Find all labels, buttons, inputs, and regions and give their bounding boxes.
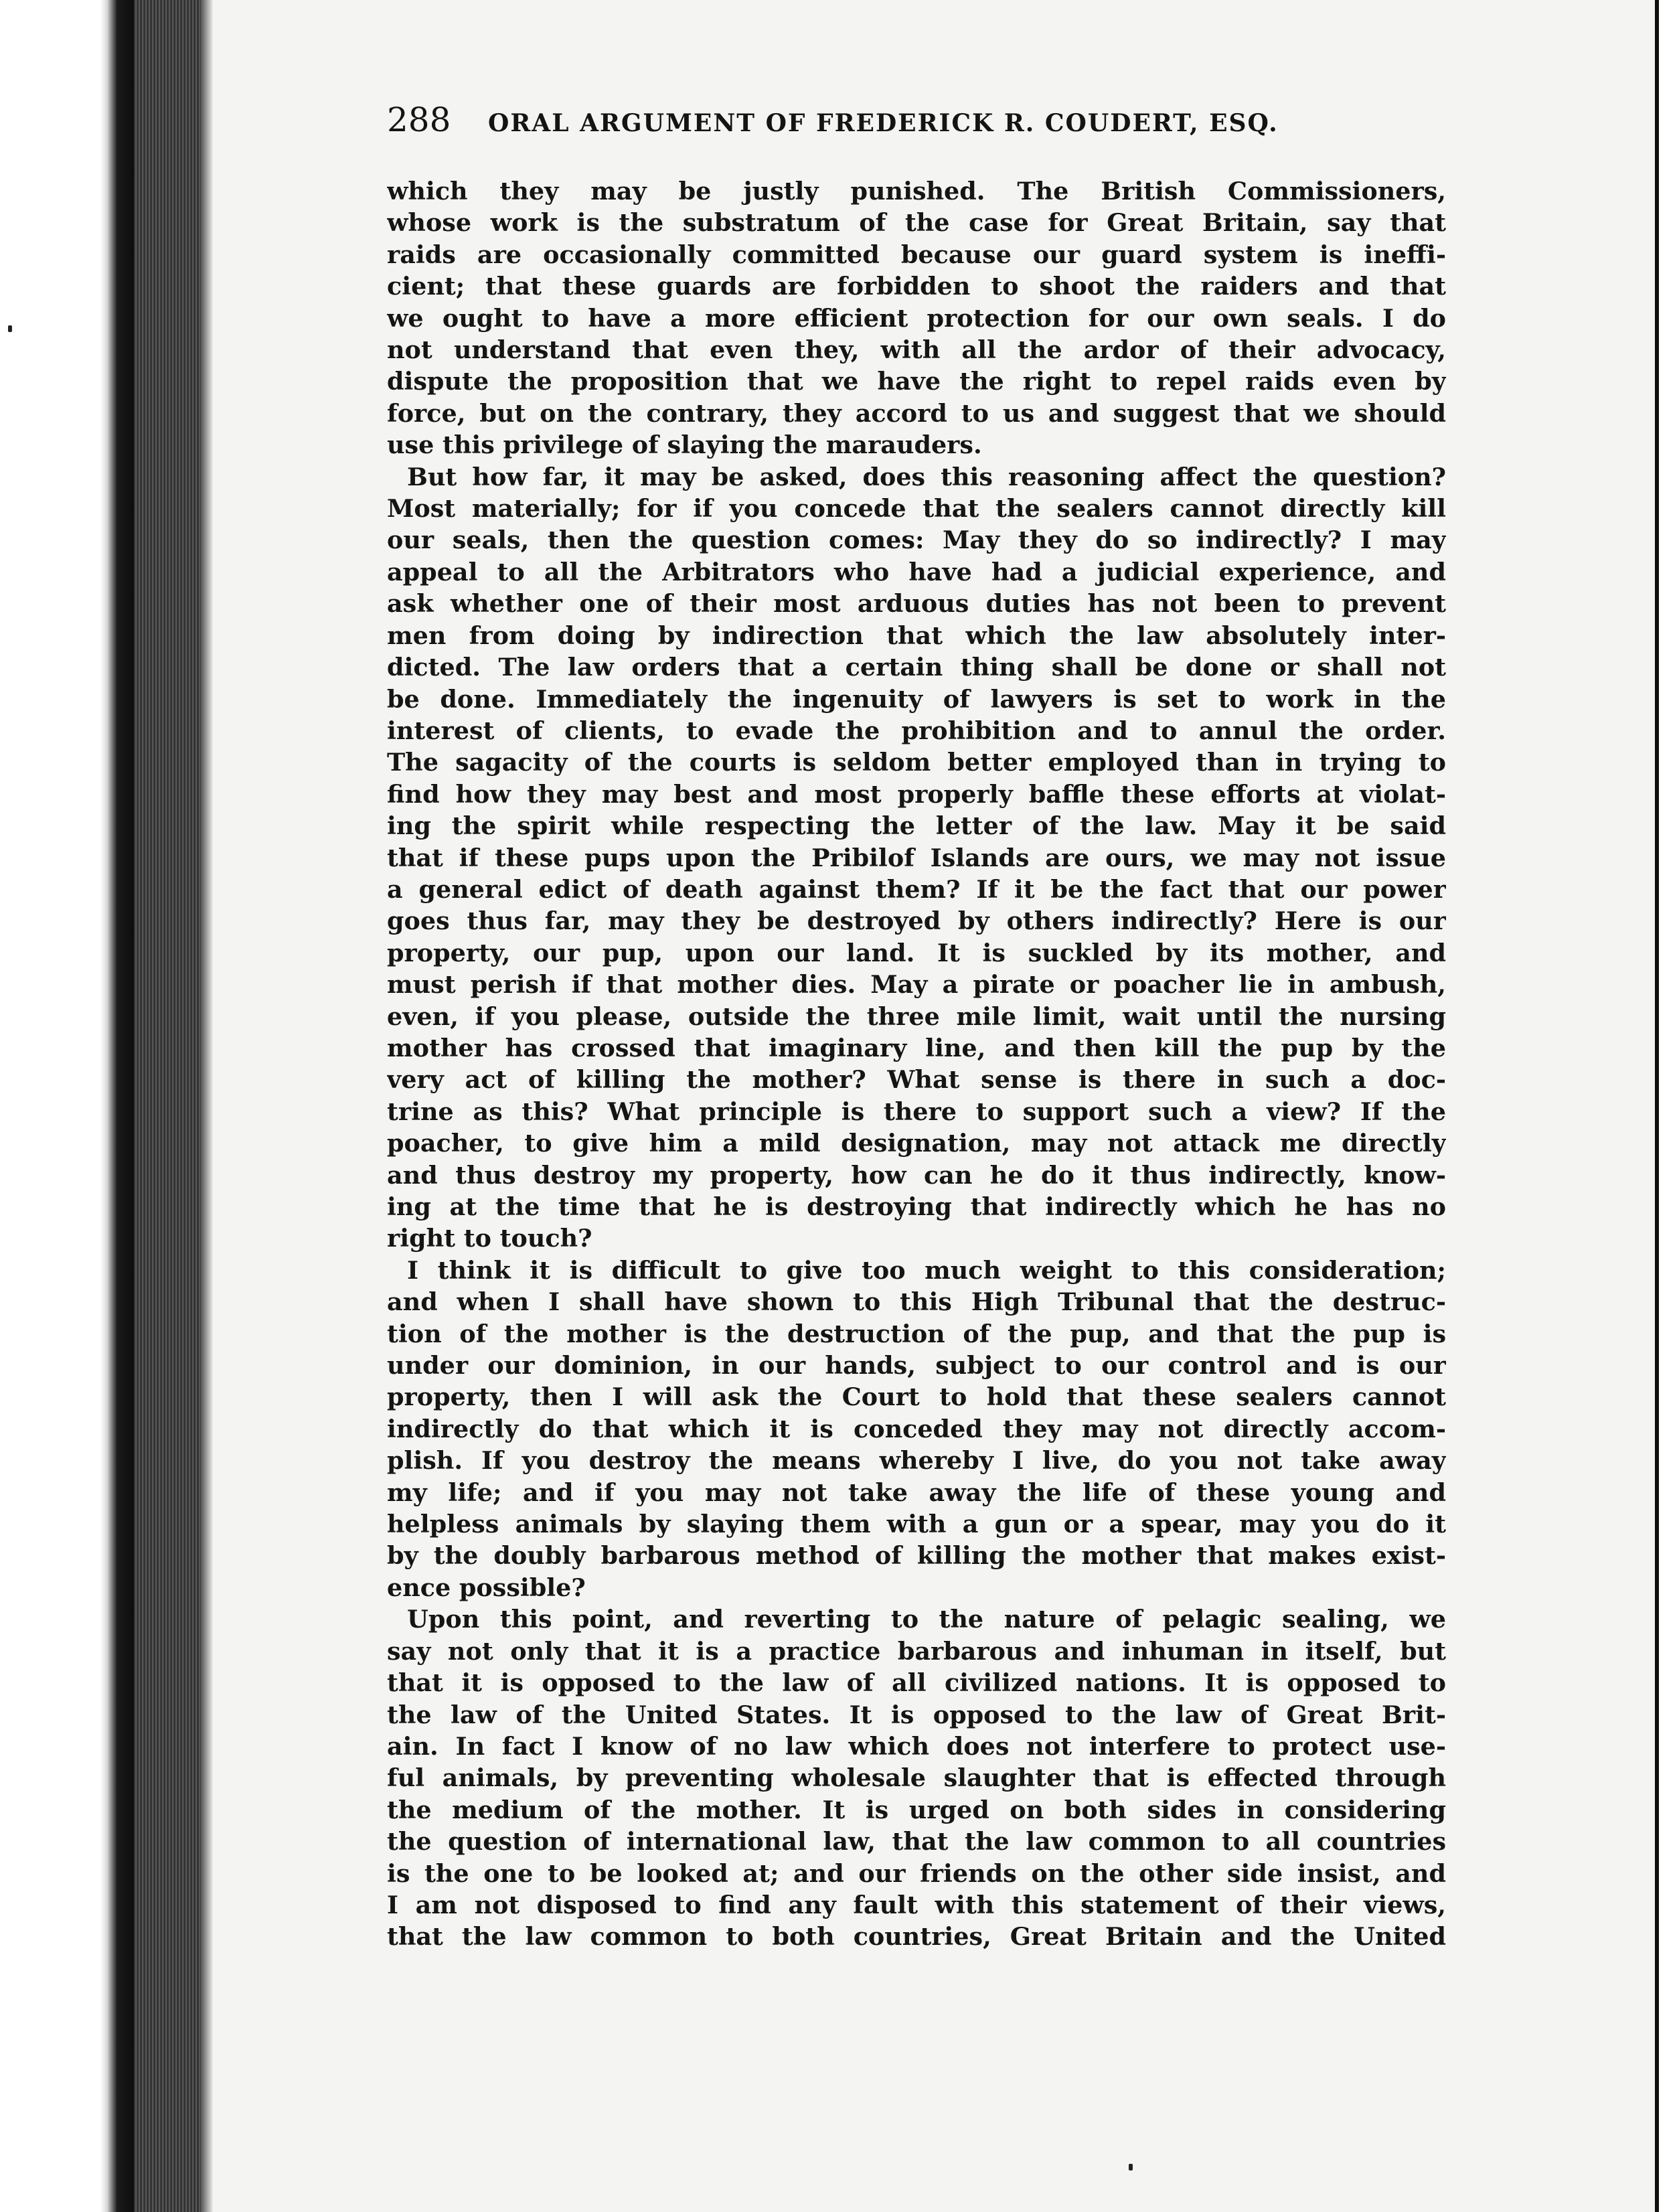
text-line: the law of the United States. It is opposed to the law of Great Brit-	[387, 1700, 1446, 1729]
text-line: property, our pup, upon our land. It is suckled by its mother, and	[387, 938, 1446, 967]
text-line: ain. In fact I know of no law which does not interfere to protect use-	[387, 1731, 1446, 1761]
text-line: and when I shall have shown to this High Tribunal that the destruc-	[387, 1287, 1446, 1317]
text-line: poacher, to give him a mild designation, may not attack me directly	[387, 1129, 1446, 1158]
text-line: I am not disposed to find any fault with this statement of their views,	[387, 1890, 1446, 1919]
text-line: dicted. The law orders that a certain thing shall be done or shall not	[387, 653, 1446, 682]
text-line: But how far, it may be asked, does this reasoning affect the question?	[407, 462, 1446, 491]
text-line: must perish if that mother dies. May a pirate or poacher lie in ambush,	[387, 970, 1446, 1000]
text-line: Most materially; for if you concede that the sealers cannot directly kill	[387, 494, 1446, 524]
text-line: cient; that these guards are forbidden to shoot the raiders and that	[387, 272, 1446, 301]
text-line: find how they may best and most properly baffle these efforts at violat-	[387, 779, 1446, 809]
text-line: ask whether one of their most arduous duties has not been to prevent	[387, 589, 1446, 619]
text-line: we ought to have a more efficient protection for our own seals. I do	[387, 303, 1446, 333]
text-line: right to touch?	[387, 1224, 592, 1253]
text-line: mother has crossed that imaginary line, and then kill the pup by the	[387, 1033, 1446, 1062]
text-line: Upon this point, and reverting to the nature of pelagic sealing, we	[407, 1605, 1446, 1634]
text-line: plish. If you destroy the means whereby I live, do you not take away	[387, 1446, 1446, 1476]
text-line: by the doubly barbarous method of killing the mother that makes exist-	[387, 1541, 1446, 1571]
text-line: interest of clients, to evade the prohibition and to annul the order.	[387, 716, 1446, 745]
text-line: trine as this? What principle is there to support such a view? If the	[387, 1097, 1446, 1126]
text-line: that if these pups upon the Pribilof Islands are ours, we may not issue	[387, 843, 1446, 872]
text-line: ence possible?	[387, 1573, 586, 1602]
text-line: men from doing by indirection that which the law absolutely inter-	[387, 621, 1446, 650]
text-line: is the one to be looked at; and our friends on the other side insist, and	[387, 1859, 1446, 1888]
text-line: our seals, then the question comes: May they do so indirectly? I may	[387, 526, 1446, 555]
text-line: The sagacity of the courts is seldom better employed than in trying to	[387, 748, 1446, 777]
text-line: I think it is difficult to give too much weight to this consideration;	[407, 1255, 1446, 1285]
text-line: be done. Immediately the ingenuity of lawyers is set to work in the	[387, 684, 1446, 714]
text-line: not understand that even they, with all the ardor of their advocacy,	[387, 335, 1446, 365]
text-line: indirectly do that which it is conceded they may not directly accom-	[387, 1414, 1446, 1443]
next-page-edge	[1655, 0, 1679, 2212]
scan-speck	[8, 325, 12, 332]
text-line: tion of the mother is the destruction of the pup, and that the pup is	[387, 1319, 1446, 1348]
text-line: a general edict of death against them? If it be the fact that our power	[387, 874, 1446, 904]
text-line: dispute the proposition that we have the right to repel raids even by	[387, 367, 1446, 396]
text-line: under our dominion, in our hands, subject to our control and is our	[387, 1351, 1446, 1380]
text-line: the question of international law, that the law common to all countries	[387, 1827, 1446, 1856]
text-line: appeal to all the Arbitrators who have had a judicial experience, and	[387, 557, 1446, 586]
text-line: and thus destroy my property, how can he do it thus indirectly, know-	[387, 1160, 1446, 1190]
scan-speck	[1129, 2164, 1133, 2170]
running-title: ORAL ARGUMENT OF FREDERICK R. COUDERT, ESQ.	[488, 109, 1279, 137]
text-line: the medium of the mother. It is urged on both sides in considering	[387, 1795, 1446, 1824]
text-line: raids are occasionally committed because our guard system is ineffi-	[387, 240, 1446, 269]
page-stack-edge	[134, 0, 208, 2212]
text-line: ful animals, by preventing wholesale slaughter that is effected through	[387, 1763, 1446, 1793]
page-header	[387, 100, 1445, 139]
text-line: my life; and if you may not take away the life of these young and	[387, 1478, 1446, 1507]
text-line: very act of killing the mother? What sense is there in such a doc-	[387, 1065, 1446, 1095]
text-line: force, but on the contrary, they accord to us and suggest that we should	[387, 398, 1446, 428]
text-line: that the law common to both countries, Great Britain and the United	[387, 1922, 1446, 1952]
text-line: ing the spirit while respecting the letter of the law. May it be said	[387, 811, 1446, 841]
text-line: goes thus far, may they be destroyed by others indirectly? Here is our	[387, 906, 1446, 936]
text-line: that it is opposed to the law of all civilized nations. It is opposed to	[387, 1668, 1446, 1698]
text-line: even, if you please, outside the three mile limit, wait until the nursing	[387, 1002, 1446, 1031]
book-binding-edge	[0, 0, 134, 2212]
body-text	[387, 175, 1446, 1953]
text-line: ing at the time that he is destroying that indirectly which he has no	[387, 1192, 1446, 1221]
text-line: helpless animals by slaying them with a gun or a spear, may you do it	[387, 1510, 1446, 1539]
page-stack-shadow	[201, 0, 213, 2212]
page-number: 288	[387, 100, 451, 139]
text-line: property, then I will ask the Court to hold that these sealers cannot	[387, 1382, 1446, 1412]
text-line: use this privilege of slaying the marauders.	[387, 430, 982, 460]
text-line: whose work is the substratum of the case for Great Britain, say that	[387, 208, 1446, 238]
text-line: say not only that it is a practice barbarous and inhuman in itself, but	[387, 1636, 1446, 1666]
text-line: which they may be justly punished. The British Commissioners,	[387, 177, 1446, 206]
